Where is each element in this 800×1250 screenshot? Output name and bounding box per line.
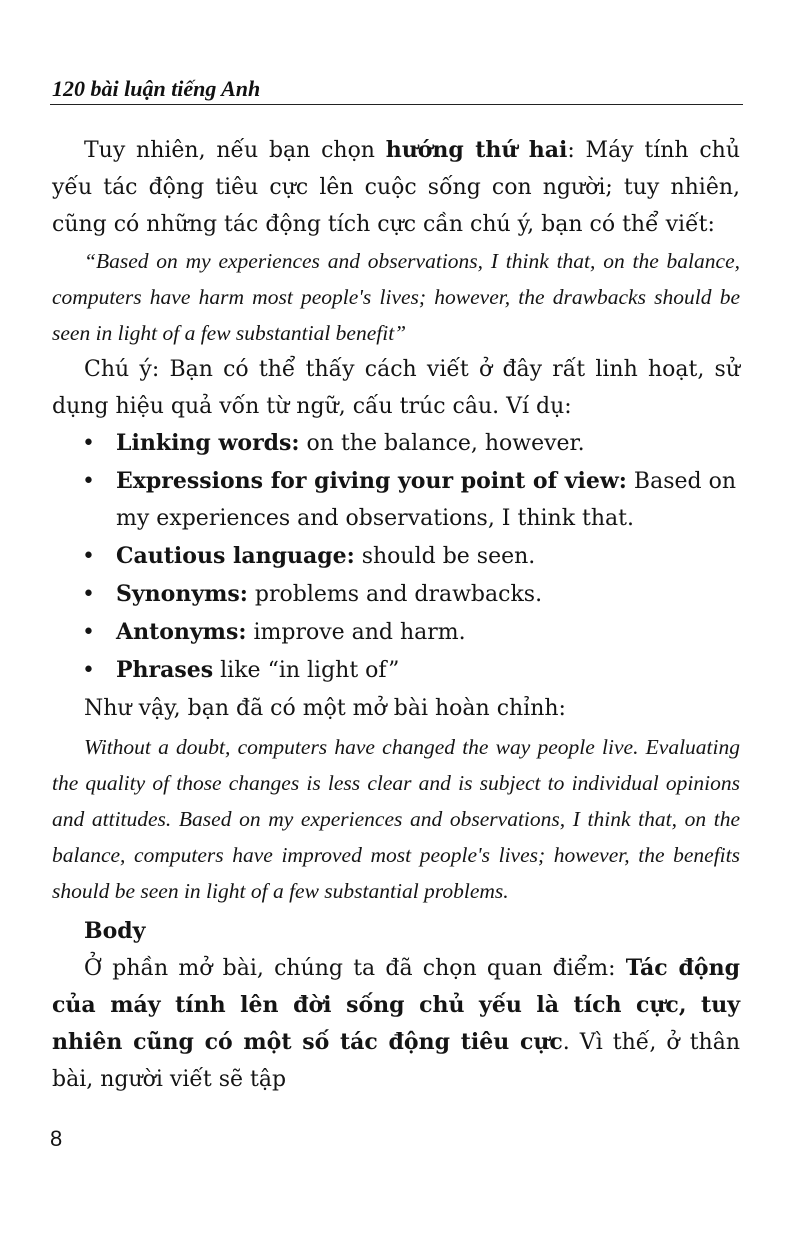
technique-list — [52, 425, 740, 689]
list-item — [52, 652, 740, 689]
bold-phrase: Tác động của máy tính lên đời sống chủ yếu là tích cực, tuy nhiên cũng có một số tác động tiêu cực — [52, 955, 740, 1055]
list-item — [52, 614, 740, 651]
quote-full-introduction: Without a doubt, computers have changed the way people live. Evaluating the quality of those changes is less clear and is subject to individual opinions and attitudes. Based on my experiences and observations, I think that, on the balance, computers have improved most people's lives; however, the benefits should be seen in light of a few substantial problems. — [52, 735, 740, 903]
page-body — [52, 132, 740, 1098]
list-item-text: Based on my experiences and observations, I think that. — [116, 469, 737, 531]
section-heading-body: Body — [84, 918, 146, 944]
paragraph-conclusion-intro: Như vậy, bạn đã có một mở bài hoàn chỉnh: — [84, 696, 566, 721]
bullet-icon: • — [82, 620, 95, 645]
list-item — [52, 425, 740, 462]
paragraph-text: . Vì thế, ở thân bài, người viết sẽ tập — [52, 1030, 741, 1092]
list-item-text: problems and drawbacks. — [247, 582, 543, 607]
bullet-icon: • — [82, 582, 95, 607]
paragraph-text: Tuy nhiên, nếu bạn chọn — [84, 138, 386, 163]
list-item — [52, 463, 740, 537]
list-item-text: like “in light of” — [213, 658, 400, 683]
bold-phrase: hướng thứ hai — [385, 137, 568, 163]
list-item — [52, 538, 740, 575]
header-rule — [50, 104, 743, 105]
running-head: 120 bài luận tiếng Anh — [52, 76, 261, 101]
bullet-icon: • — [82, 469, 95, 494]
list-item-term: Linking words: — [116, 430, 300, 456]
list-item-term: Expressions for giving your point of view: — [116, 468, 627, 494]
list-item-term: Phrases — [116, 657, 214, 683]
list-item-term: Antonyms: — [116, 619, 247, 645]
list-item-text: should be seen. — [354, 544, 536, 569]
paragraph-note: Chú ý: Bạn có thể thấy cách viết ở đây rất linh hoạt, sử dụng hiệu quả vốn từ ngữ, cấu trúc câu. Ví dụ: — [52, 357, 740, 419]
list-item-term: Cautious language: — [116, 543, 355, 569]
list-item-text: improve and harm. — [246, 620, 466, 645]
paragraph-text: Ở phần mở bài, chúng ta đã chọn quan điểm: — [84, 956, 626, 981]
bullet-icon: • — [82, 431, 95, 456]
paragraph-intro-choice — [52, 132, 740, 243]
paragraph-text: : Máy tính chủ yếu tác động tiêu cực lên cuộc sống con người; tuy nhiên, cũng có những tác động tích cực cần chú ý, bạn có thể viết: — [52, 138, 740, 237]
list-item-text: on the balance, however. — [299, 431, 585, 456]
paragraph-body-intro — [52, 950, 740, 1098]
quote-sample-thesis: “Based on my experiences and observations, I think that, on the balance, computers have harm most people's lives; however, the drawbacks should be seen in light of a few substantial benefit” — [52, 249, 740, 345]
list-item — [52, 576, 740, 613]
bullet-icon: • — [82, 658, 95, 683]
page-number: 8 — [50, 1126, 63, 1151]
bullet-icon: • — [82, 544, 95, 569]
list-item-term: Synonyms: — [116, 581, 248, 607]
